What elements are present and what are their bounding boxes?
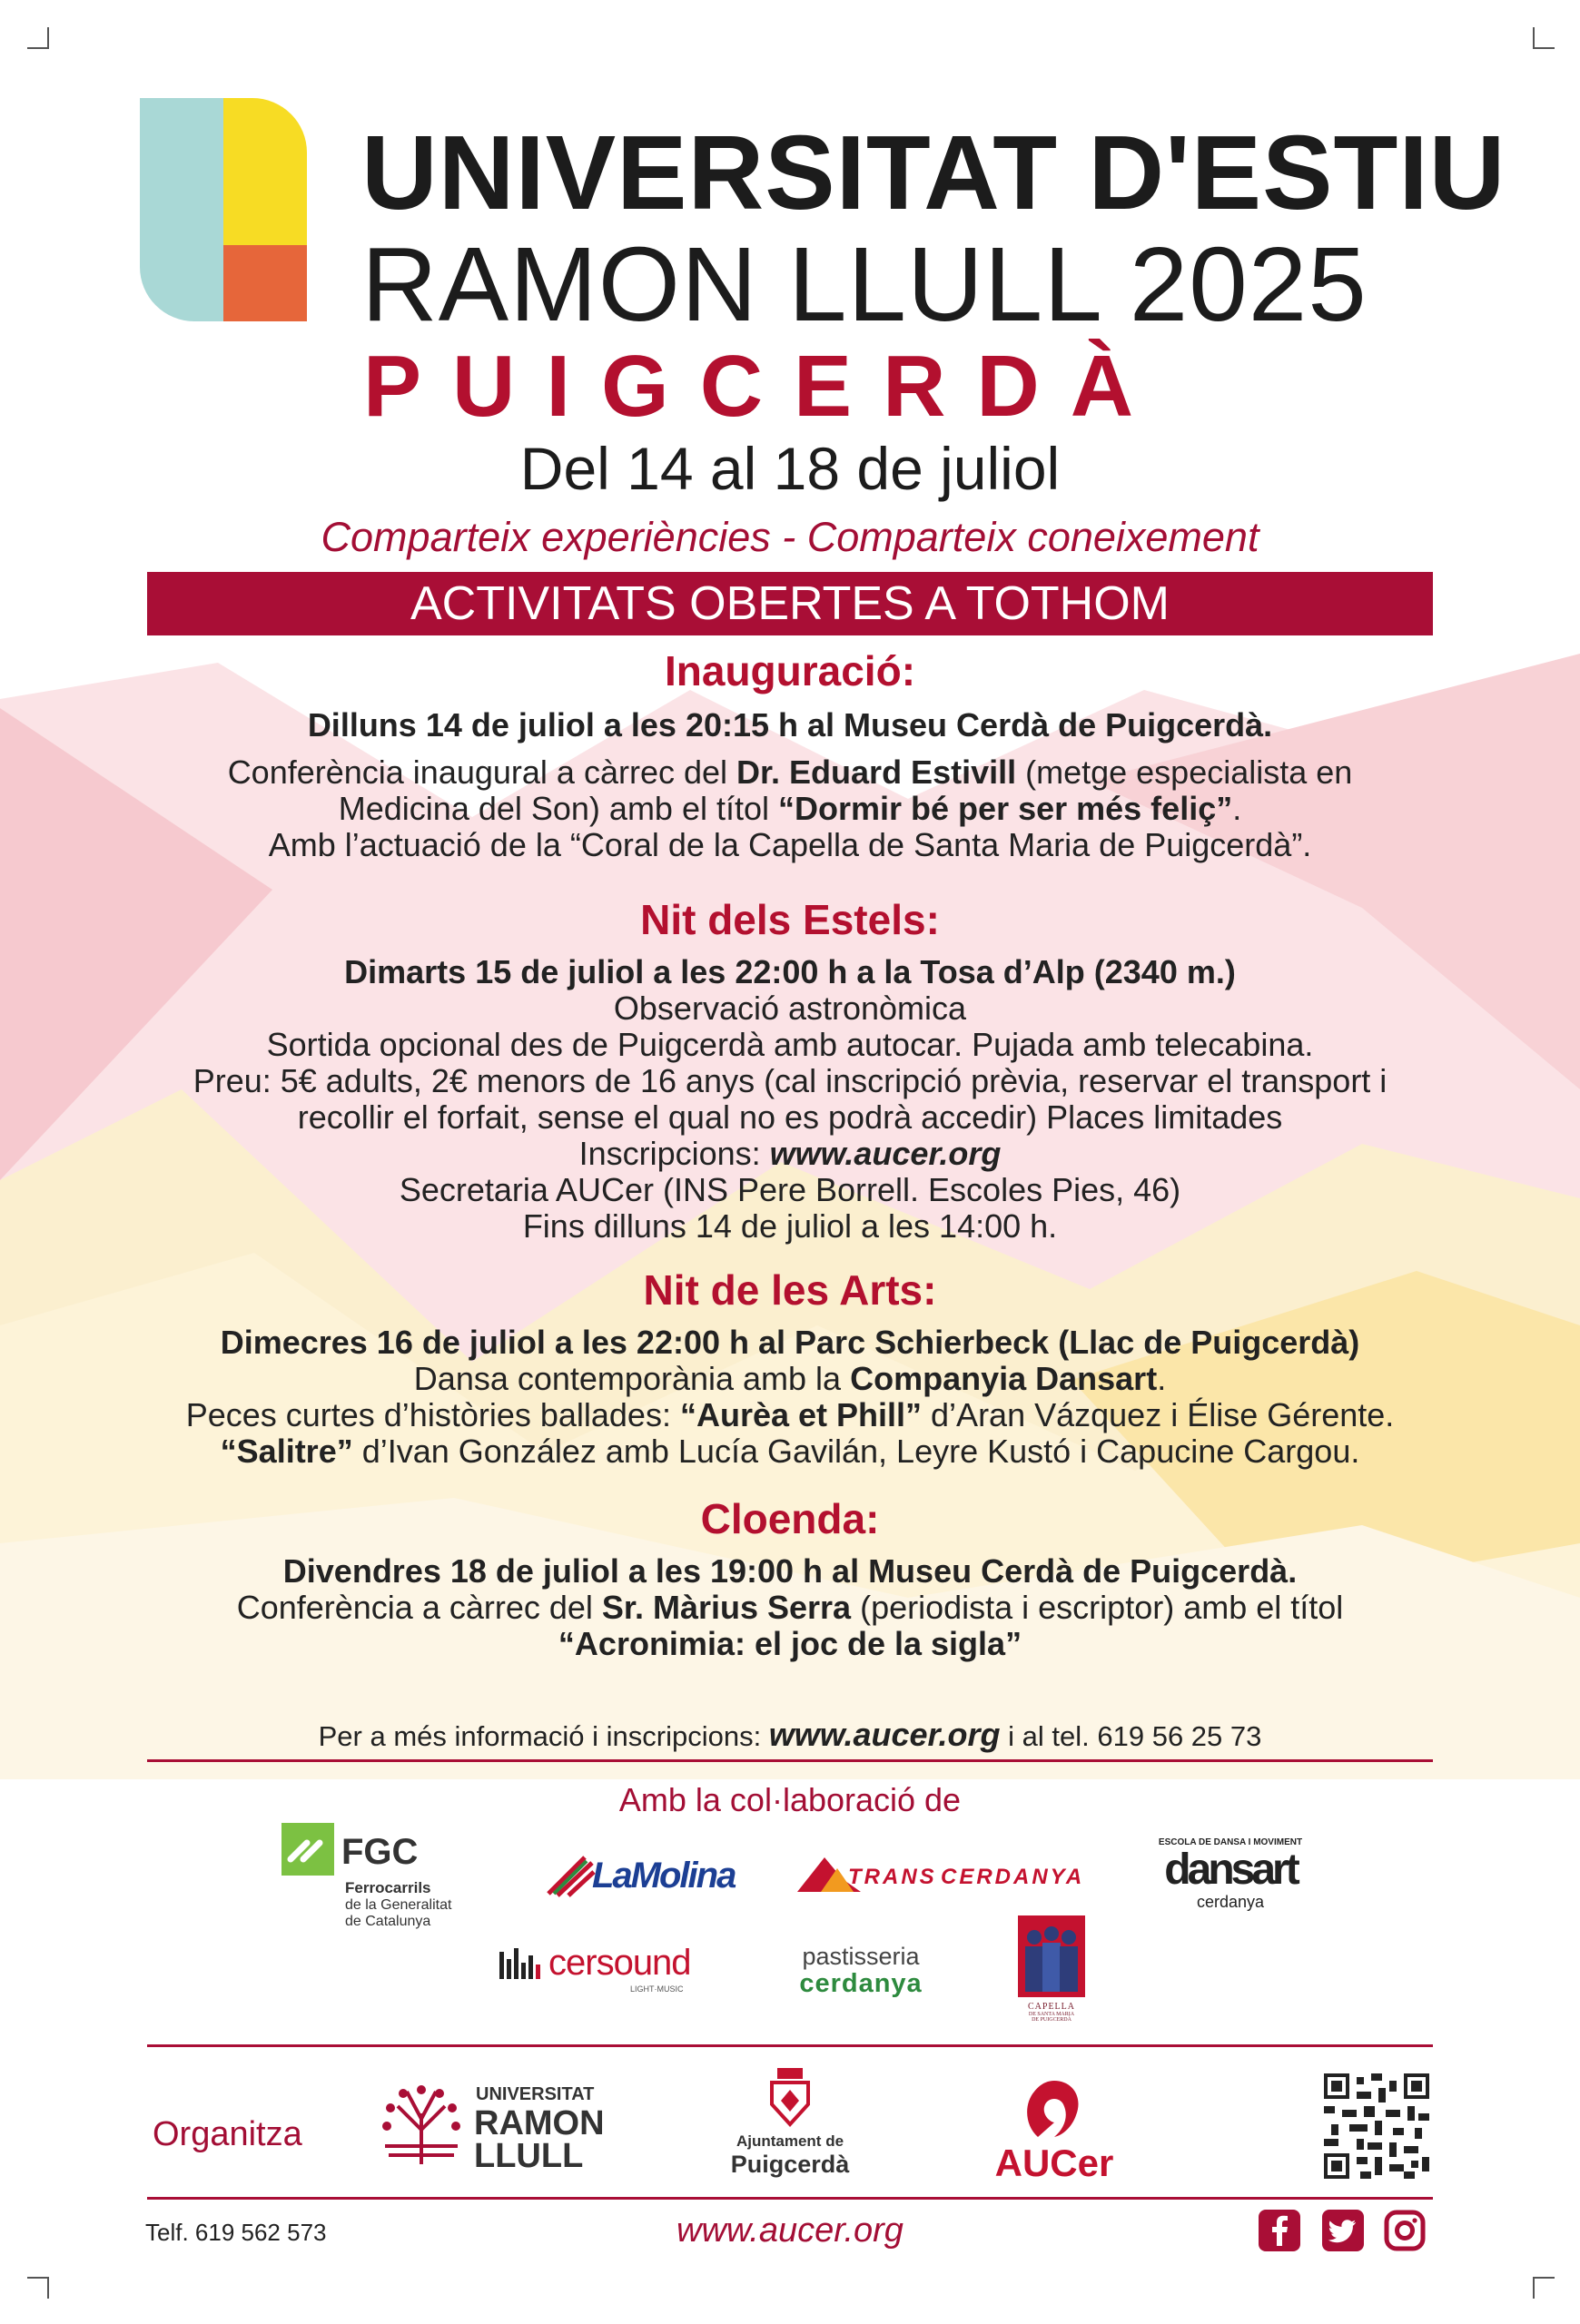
pastisseria-logo bbox=[788, 1943, 933, 2006]
event-desc: Amb l’actuació de la “Coral de la Capella de Santa Maria de Puigcerdà”. bbox=[268, 826, 1312, 864]
dansart-sub: cerdanya bbox=[1196, 1893, 1265, 1911]
transcerdanya-logo bbox=[797, 1848, 1085, 1903]
event-desc: recollir el forfait, sense el qual no es podrà accedir) Places limitades bbox=[297, 1098, 1283, 1137]
lamolina-name: LaMolina bbox=[592, 1856, 736, 1896]
event-desc: “Salitre” d’Ivan González amb Lucía Gavilán, Leyre Kustó i Capucine Cargou. bbox=[220, 1433, 1360, 1471]
pastisseria-name: pastisseria bbox=[802, 1943, 920, 1970]
collaboration-label: Amb la col·laboració de bbox=[618, 1781, 962, 1818]
capella-name: DE PUIGCERDÀ bbox=[1032, 2017, 1071, 2023]
event-desc: Preu: 5€ adults, 2€ menors de 16 anys (cal inscripció prèvia, reservar el transport i bbox=[193, 1062, 1387, 1100]
title-line1: UNIVERSITAT D'ESTIU bbox=[361, 113, 1506, 231]
transcerdanya-name: TRANS bbox=[848, 1865, 937, 1889]
slogan: Comparteix experiències - Comparteix coneixement bbox=[321, 514, 1259, 560]
event-desc: Inscripcions: www.aucer.org bbox=[578, 1135, 1002, 1173]
lamolina-logo bbox=[545, 1848, 745, 1903]
event-desc: Secretaria AUCer (INS Pere Borrell. Escoles Pies, 46) bbox=[399, 1171, 1181, 1209]
fgc-name: FGC bbox=[341, 1832, 419, 1872]
event-when: Divendres 18 de juliol a les 19:00 h al Museu Cerdà de Puigcerdà. bbox=[282, 1552, 1298, 1590]
event-desc: Sortida opcional des de Puigcerdà amb autocar. Pujada amb telecabina. bbox=[266, 1026, 1314, 1064]
more-info: Per a més informació i inscripcions: www.aucer.org i al tel. 619 56 25 73 bbox=[318, 1716, 1262, 1753]
facebook-icon[interactable] bbox=[1259, 2210, 1300, 2251]
section-title: Cloenda: bbox=[700, 1495, 880, 1542]
divider bbox=[147, 1759, 1433, 1762]
event-desc: Medicina del Son) amb el títol “Dormir bé per ser més feliç”. bbox=[338, 790, 1242, 828]
url-logo bbox=[380, 2079, 634, 2175]
divider bbox=[147, 2044, 1433, 2047]
tree-icon bbox=[380, 2083, 463, 2166]
instagram-icon[interactable] bbox=[1384, 2210, 1426, 2251]
event-desc: Dansa contemporània amb la Companyia Dansart. bbox=[413, 1360, 1167, 1398]
event-desc: Conferència a càrrec del Sr. Màrius Serra (periodista i escriptor) amb el títol bbox=[236, 1589, 1344, 1627]
registration-link[interactable]: www.aucer.org bbox=[769, 1135, 1002, 1173]
url-name: LLULL bbox=[474, 2137, 584, 2175]
event-dates: Del 14 al 18 de juliol bbox=[519, 435, 1061, 502]
coat-of-arms-icon bbox=[768, 2068, 812, 2128]
crop-mark bbox=[27, 27, 49, 49]
title-line2: RAMON LLULL 2025 bbox=[361, 225, 1368, 343]
twitter-icon[interactable] bbox=[1322, 2210, 1364, 2251]
aucer-name: AUCer bbox=[994, 2142, 1114, 2184]
cersound-name: cersound bbox=[548, 1943, 691, 1983]
divider bbox=[147, 2197, 1433, 2200]
event-desc: Fins dilluns 14 de juliol a les 14:00 h. bbox=[522, 1207, 1058, 1246]
event-when: Dimecres 16 de juliol a les 22:00 h al Parc Schierbeck (Llac de Puigcerdà) bbox=[220, 1324, 1360, 1362]
fgc-sub: de la Generalitat bbox=[345, 1897, 452, 1913]
fgc-logo bbox=[281, 1823, 481, 1932]
capella-name: CAPELLA bbox=[1028, 2002, 1075, 2012]
section-nit-arts bbox=[0, 1265, 1580, 1470]
event-desc: Peces curtes d’històries ballades: “Aurèa et Phill” d’Aran Vázquez i Élise Gérente. bbox=[185, 1396, 1395, 1434]
section-inauguracio bbox=[0, 646, 1580, 863]
aucer-logo bbox=[986, 2077, 1122, 2186]
transcerdanya-name: CERDANYA bbox=[941, 1865, 1085, 1889]
crop-mark bbox=[27, 2277, 49, 2299]
swan-icon bbox=[1018, 2077, 1091, 2141]
section-nit-estels bbox=[0, 895, 1580, 1245]
summer-university-logo bbox=[140, 98, 307, 321]
section-title: Nit de les Arts: bbox=[643, 1266, 937, 1314]
url-name: UNIVERSITAT bbox=[476, 2084, 595, 2104]
capella-name: DE SANTA MARIA bbox=[1028, 2012, 1075, 2017]
footer-website-link[interactable]: www.aucer.org bbox=[676, 2211, 904, 2250]
crop-mark bbox=[1533, 2277, 1555, 2299]
event-desc: Observació astronòmica bbox=[613, 990, 967, 1028]
section-title: Nit dels Estels: bbox=[640, 896, 940, 943]
fgc-icon bbox=[281, 1823, 334, 1876]
url-name: RAMON bbox=[474, 2104, 605, 2142]
event-when: Dilluns 14 de juliol a les 20:15 h al Museu Cerdà de Puigcerdà. bbox=[307, 706, 1273, 744]
cersound-sub: LIGHT·MUSIC bbox=[630, 1984, 684, 1994]
ajuntament-logo bbox=[717, 2068, 863, 2186]
section-title: Inauguració: bbox=[664, 647, 916, 694]
dansart-tagline: ESCOLA DE DANSA I MOVIMENT bbox=[1158, 1837, 1303, 1847]
capella-logo bbox=[1015, 1915, 1088, 2028]
ajuntament-name: Ajuntament de bbox=[736, 2132, 844, 2150]
banner-open-activities: ACTIVITATS OBERTES A TOTHOM bbox=[147, 572, 1433, 635]
choir-icon bbox=[1018, 1915, 1085, 1997]
pastisseria-name: cerdanya bbox=[799, 1969, 923, 1998]
ajuntament-name: Puigcerdà bbox=[730, 2151, 850, 2178]
crop-mark bbox=[1533, 27, 1555, 49]
event-when: Dimarts 15 de juliol a les 22:00 h a la Tosa d’Alp (2340 m.) bbox=[344, 953, 1236, 991]
event-desc: Conferència inaugural a càrrec del Dr. Eduard Estivill (metge especialista en bbox=[227, 753, 1353, 792]
location-title: PUIGCERDÀ bbox=[363, 338, 1165, 435]
equalizer-icon bbox=[498, 1946, 548, 1983]
section-cloenda bbox=[0, 1494, 1580, 1662]
dansart-logo bbox=[1153, 1837, 1308, 1919]
dansart-name: dansart bbox=[1164, 1846, 1297, 1894]
qr-code-icon[interactable] bbox=[1324, 2073, 1429, 2179]
fgc-sub: Ferrocarrils bbox=[345, 1879, 431, 1896]
organizers-label: Organitza bbox=[153, 2115, 302, 2153]
footer-phone: Telf. 619 562 573 bbox=[145, 2219, 327, 2246]
event-desc: “Acronimia: el joc de la sigla” bbox=[558, 1625, 1022, 1663]
fgc-sub: de Catalunya bbox=[345, 1914, 431, 1929]
cersound-logo bbox=[498, 1943, 697, 1997]
info-link[interactable]: www.aucer.org bbox=[768, 1716, 1001, 1753]
ski-icon bbox=[545, 1848, 596, 1899]
